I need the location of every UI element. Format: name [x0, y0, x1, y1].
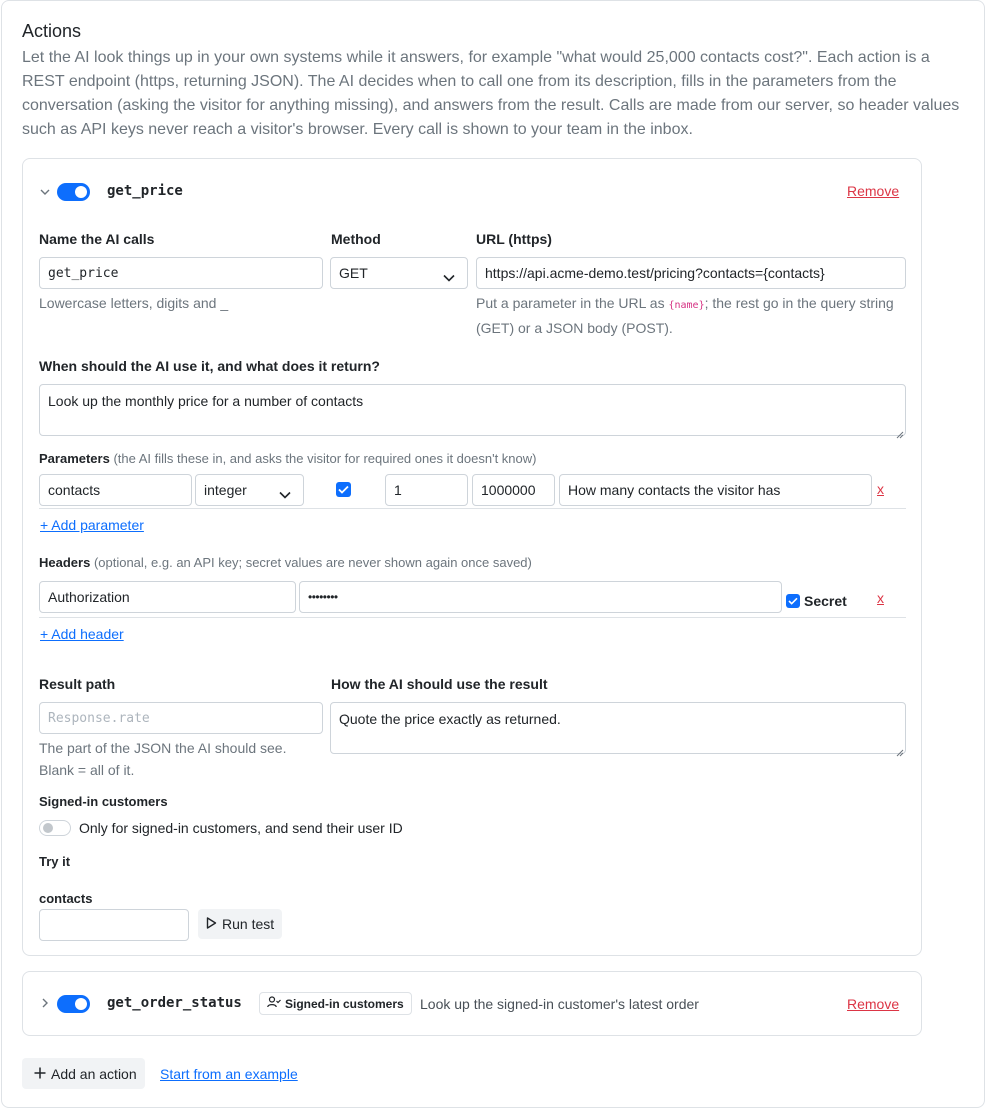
user-check-icon — [267, 996, 281, 1011]
chevron-right-icon[interactable] — [39, 997, 51, 1009]
param-max-input[interactable]: 1000000 — [472, 474, 555, 506]
resize-grip-icon — [896, 744, 904, 752]
name-label: Name the AI calls — [39, 231, 155, 247]
action-enabled-toggle[interactable] — [57, 995, 90, 1013]
method-label: Method — [331, 231, 381, 247]
action-enabled-toggle[interactable] — [57, 183, 90, 201]
chevron-down-icon — [443, 269, 455, 277]
section-description: Let the AI look things up in your own systems while it answers, for example "what would 25,000 contacts cost?". Each action is a REST endpoint (https, returning JSON). The AI decides when to call one from its description, fills in the parameters from the conversation (asking the visitor for anything missing), and answers from the result. Calls are made from our server, so header values such as API keys never reach a visitor's browser. Every call is shown to your team in the inbox. — [22, 49, 960, 138]
start-from-example-link[interactable]: Start from an example — [160, 1066, 298, 1082]
name-help: Lowercase letters, digits and _ — [39, 295, 229, 311]
when-textarea[interactable] — [39, 384, 906, 436]
signed-in-toggle[interactable] — [39, 820, 71, 836]
add-action-button[interactable] — [22, 1058, 145, 1089]
add-action-label: Add an action — [51, 1065, 137, 1082]
param-type-value: integer — [204, 482, 247, 498]
action-card-get-order-status — [22, 971, 922, 1036]
use-result-value: Quote the price exactly as returned. — [339, 711, 561, 727]
url-help: Put a parameter in the URL as {name}; the rest go in the query string (GET) or a JSON body (POST). — [476, 295, 894, 336]
use-result-label: How the AI should use the result — [331, 676, 548, 692]
param-description-input[interactable]: How many contacts the visitor has — [559, 474, 872, 506]
signed-in-toggle-text: Only for signed-in customers, and send their user ID — [79, 820, 403, 836]
url-input[interactable]: https://api.acme-demo.test/pricing?contacts={contacts} — [476, 257, 906, 289]
action-card-get-price — [22, 158, 922, 956]
use-result-textarea[interactable] — [330, 702, 906, 754]
header-value-input[interactable]: •••••••• — [299, 581, 782, 613]
signed-in-label: Signed-in customers — [39, 794, 168, 809]
param-name-input[interactable]: contacts — [39, 474, 192, 506]
resize-grip-icon — [896, 426, 904, 434]
signed-in-badge-label: Signed-in customers — [285, 996, 404, 1011]
parameters-divider — [39, 508, 906, 509]
signed-in-badge — [259, 992, 412, 1015]
header-secret-checkbox[interactable] — [786, 594, 800, 608]
chevron-down-icon[interactable] — [39, 186, 51, 198]
action-name: get_order_status — [107, 995, 242, 1011]
run-test-button[interactable] — [198, 909, 282, 939]
parameters-label: Parameters (the AI fills these in, and asks the visitor for required ones it doesn't know) — [39, 451, 537, 466]
remove-action-link[interactable]: Remove — [847, 183, 900, 199]
try-param-label: contacts — [39, 891, 93, 906]
when-label: When should the AI use it, and what does it return? — [39, 358, 380, 374]
play-icon — [206, 916, 217, 932]
header-name-input[interactable]: Authorization — [39, 581, 296, 613]
remove-header-link[interactable]: x — [877, 590, 884, 606]
run-test-label: Run test — [222, 916, 275, 932]
remove-parameter-link[interactable]: x — [877, 481, 884, 497]
url-label: URL (https) — [476, 231, 552, 247]
headers-divider — [39, 617, 906, 618]
actions-panel — [1, 0, 985, 1108]
param-required-checkbox[interactable] — [336, 482, 351, 497]
section-title: Actions — [22, 21, 82, 41]
action-summary: Look up the signed-in customer's latest order — [420, 996, 699, 1012]
action-name-input[interactable]: get_price — [39, 257, 323, 289]
plus-icon — [34, 1066, 46, 1082]
action-name: get_price — [107, 183, 183, 199]
try-param-input[interactable] — [39, 909, 189, 941]
method-select[interactable] — [330, 257, 468, 289]
result-path-help: The part of the JSON the AI should see. Blank = all of it. — [39, 740, 287, 778]
param-type-select[interactable] — [195, 474, 304, 506]
headers-label: Headers (optional, e.g. an API key; secret values are never shown again once saved) — [39, 555, 532, 570]
check-icon — [788, 597, 798, 605]
result-path-label: Result path — [39, 676, 116, 692]
parameters-hint: (the AI fills these in, and asks the visitor for required ones it doesn't know) — [113, 451, 537, 466]
headers-hint: (optional, e.g. an API key; secret values are never shown again once saved) — [93, 555, 532, 570]
result-path-input[interactable]: Response.rate — [39, 702, 323, 734]
add-header-link[interactable]: + Add header — [40, 626, 124, 642]
when-value: Look up the monthly price for a number of contacts — [48, 393, 364, 409]
remove-action-link[interactable]: Remove — [847, 996, 900, 1012]
param-min-input[interactable]: 1 — [385, 474, 468, 506]
add-parameter-link[interactable]: + Add parameter — [40, 517, 144, 533]
url-help-code: {name} — [668, 300, 705, 311]
method-value: GET — [339, 265, 368, 281]
try-it-label: Try it — [39, 854, 71, 869]
chevron-down-icon — [279, 486, 291, 494]
secret-label: Secret — [804, 593, 847, 609]
check-icon — [338, 485, 349, 494]
